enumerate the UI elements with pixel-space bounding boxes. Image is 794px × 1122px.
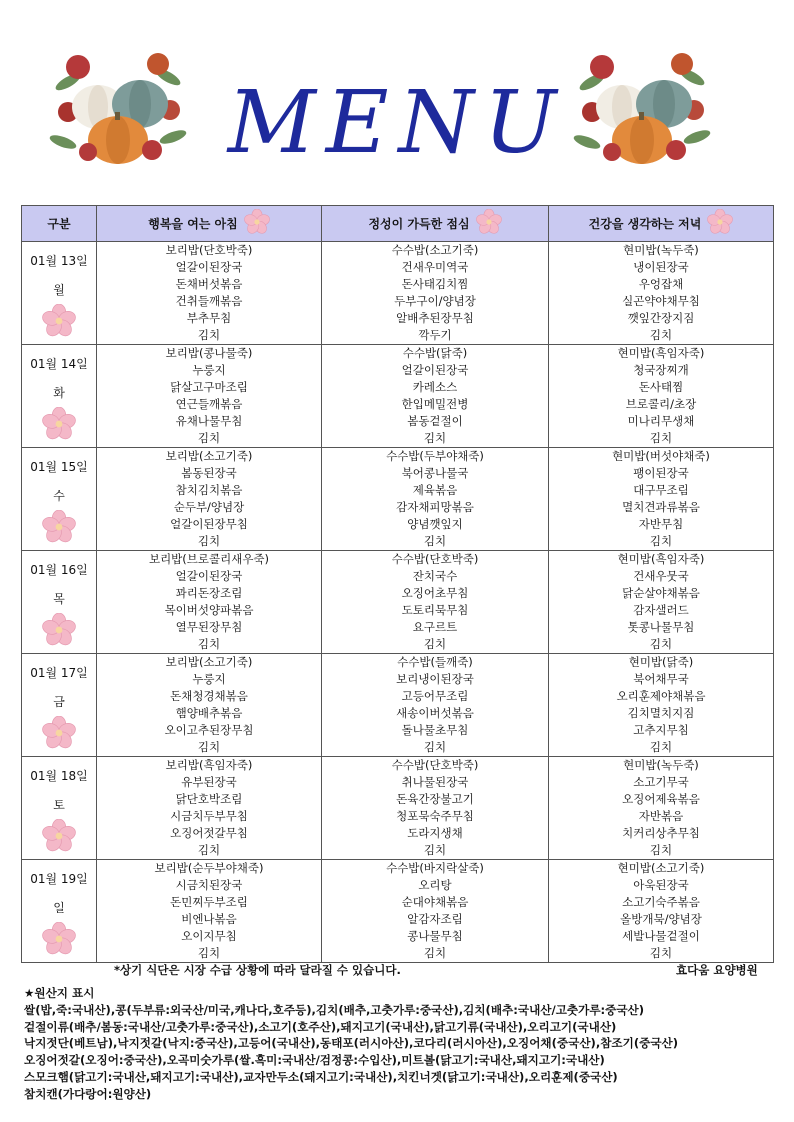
- menu-item: 수수밥(두부야채죽): [386, 449, 484, 463]
- menu-item: 건새우미역국: [401, 260, 469, 274]
- menu-item: 자반볶음: [638, 809, 684, 823]
- menu-item: 김치: [197, 946, 221, 960]
- pink-flower-svg: [476, 209, 502, 235]
- day-date: 01월 16일: [30, 563, 88, 577]
- menu-item: 깍두기: [418, 328, 452, 342]
- day-row: [22, 448, 774, 551]
- day-weekday: 토: [53, 798, 65, 812]
- day-cell: [22, 345, 97, 448]
- day-row: [22, 242, 774, 345]
- menu-item: 돈채버섯볶음: [175, 277, 243, 291]
- header-row: [22, 206, 774, 242]
- menu-item: 김치: [423, 637, 447, 651]
- lunch-cell: [322, 345, 549, 448]
- menu-item: 잔치국수: [412, 569, 458, 583]
- menu-item: 청포묵숙주무침: [396, 809, 474, 823]
- menu-item: 김치: [423, 534, 447, 548]
- header-lunch: [322, 206, 549, 242]
- menu-item: 얼갈이된장국: [401, 363, 469, 377]
- lunch-cell: [322, 551, 549, 654]
- day-weekday: 수: [53, 489, 65, 503]
- menu-item: 현미밥(녹두죽): [623, 243, 699, 257]
- menu-item: 김치: [197, 431, 221, 445]
- menu-item: 김치: [197, 328, 221, 342]
- breakfast-cell: [97, 242, 322, 345]
- day-date: 01월 18일: [30, 769, 88, 783]
- menu-item: 닭단호박조림: [175, 792, 243, 806]
- day-row: [22, 551, 774, 654]
- menu-item: 취나물된장국: [401, 775, 469, 789]
- menu-item: 오징어제육볶음: [622, 792, 700, 806]
- menu-body: [22, 242, 774, 963]
- menu-item: 김치: [197, 843, 221, 857]
- menu-item: 현미밥(소고기죽): [617, 861, 705, 875]
- footer-note: *상기 식단은 시장 수급 상황에 따라 달라질 수 있습니다.: [114, 963, 401, 977]
- menu-item: 시금치두부무침: [170, 809, 248, 823]
- header-dinner: [549, 206, 774, 242]
- menu-item: 고추지무침: [633, 723, 689, 737]
- menu-item: 실곤약야채무침: [622, 294, 700, 308]
- menu-item: 김치: [423, 431, 447, 445]
- menu-item: 유부된장국: [181, 775, 237, 789]
- menu-item: 수수밥(단호박죽): [391, 758, 479, 772]
- menu-item: 열무된장무침: [175, 620, 243, 634]
- dinner-cell: [549, 551, 774, 654]
- menu-item: 김치: [197, 637, 221, 651]
- menu-item: 현미밥(흑임자죽): [617, 346, 705, 360]
- dinner-cell: [549, 448, 774, 551]
- menu-item: 봄동겉절이: [407, 414, 463, 428]
- day-weekday: 금: [53, 695, 65, 709]
- lunch-cell: [322, 860, 549, 963]
- origin-heading: ★원산지 표시: [24, 986, 95, 1000]
- menu-item: 김치: [649, 534, 673, 548]
- pink-flower-icon: [42, 819, 76, 853]
- menu-item: 건새우뭇국: [633, 569, 689, 583]
- pink-flower-icon: [476, 209, 502, 238]
- breakfast-cell: [97, 448, 322, 551]
- dinner-cell: [549, 345, 774, 448]
- day-cell: [22, 757, 97, 860]
- menu-item: 수수밥(바지락살죽): [386, 861, 484, 875]
- menu-item: 김치: [649, 843, 673, 857]
- day-row: [22, 345, 774, 448]
- origin-line: 낙지젓단(베트남),낙지젓갈(낙지:중국산),고등어(국내산),동태포(러시아산),코다리(러시아산),오징어채(중국산),참조기(중국산): [24, 1036, 679, 1051]
- menu-item: 보리밥(흑임자죽): [165, 758, 253, 772]
- menu-item: 햄양배추볶음: [175, 706, 243, 720]
- origin-line: 쌀(밥,죽:국내산),콩(두부류:외국산/미국,캐나다,호주등),김치(배추,고춧가루:중국산),김치(배추:국내산/고춧가루:중국산): [24, 1002, 645, 1017]
- day-date: 01월 13일: [30, 254, 88, 268]
- pink-flower-icon: [42, 922, 76, 956]
- menu-item: 톳콩나물무침: [627, 620, 695, 634]
- menu-item: 수수밥(단호박죽): [391, 552, 479, 566]
- menu-item: 오징어초무침: [401, 586, 469, 600]
- header-breakfast-label: 행복을 여는 아침: [148, 217, 238, 231]
- menu-item: 유채나물무침: [175, 414, 243, 428]
- menu-item: 얼갈이된장무침: [170, 517, 248, 531]
- menu-item: 아욱된장국: [633, 878, 689, 892]
- day-row: [22, 654, 774, 757]
- header-lunch-label: 정성이 가득한 점심: [368, 217, 470, 231]
- menu-item: 참치김치볶음: [175, 483, 243, 497]
- menu-item: 냉이된장국: [633, 260, 689, 274]
- menu-item: 청국장찌개: [633, 363, 689, 377]
- menu-item: 멸치견과류볶음: [622, 500, 700, 514]
- lunch-cell: [322, 654, 549, 757]
- pink-flower-icon: [42, 407, 76, 441]
- dinner-cell: [549, 654, 774, 757]
- menu-item: 우엉잡채: [638, 277, 684, 291]
- menu-item: 치커리상추무침: [622, 826, 700, 840]
- menu-item: 보리밥(단호박죽): [165, 243, 253, 257]
- menu-item: 자반무침: [638, 517, 684, 531]
- menu-item: 북어콩나물국: [401, 466, 469, 480]
- menu-item: 깻잎간장지짐: [627, 311, 695, 325]
- menu-item: 팽이된장국: [633, 466, 689, 480]
- menu-item: 수수밥(들깨죽): [397, 655, 473, 669]
- lunch-cell: [322, 242, 549, 345]
- menu-item: 보리밥(순두부야채죽): [154, 861, 264, 875]
- menu-item: 고등어무조림: [401, 689, 469, 703]
- menu-item: 알감자조림: [407, 912, 463, 926]
- menu-item: 김치: [423, 740, 447, 754]
- menu-item: 김치멸치지짐: [627, 706, 695, 720]
- pink-flower-icon: [42, 510, 76, 544]
- menu-item: 김치: [423, 946, 447, 960]
- menu-item: 김치: [197, 740, 221, 754]
- lunch-cell: [322, 757, 549, 860]
- dinner-cell: [549, 757, 774, 860]
- day-cell: [22, 242, 97, 345]
- menu-item: 오이고추된장무침: [164, 723, 254, 737]
- menu-item: 닭순살야채볶음: [622, 586, 700, 600]
- menu-item: 보리밥(콩나물죽): [165, 346, 253, 360]
- menu-item: 보리밥(브로콜리새우죽): [148, 552, 270, 566]
- origin-line: 스모크햄(닭고기:국내산,돼지고기:국내산),교자만두소(돼지고기:국내산),치킨너겟(닭고기:국내산),오리훈제(중국산): [24, 1069, 618, 1084]
- day-row: [22, 860, 774, 963]
- header-dinner-label: 건강을 생각하는 저녁: [588, 217, 702, 231]
- page-title: MENU: [227, 73, 567, 173]
- menu-item: 알배추된장무침: [396, 311, 474, 325]
- day-cell: [22, 448, 97, 551]
- menu-item: 돈육간장불고기: [396, 792, 474, 806]
- menu-item: 봄동된장국: [181, 466, 237, 480]
- menu-item: 오리훈제야채볶음: [616, 689, 706, 703]
- menu-item: 시금치된장국: [175, 878, 243, 892]
- day-cell: [22, 551, 97, 654]
- menu-item: 김치: [423, 843, 447, 857]
- menu-item: 오리탕: [418, 878, 452, 892]
- menu-item: 브로콜리/초장: [625, 397, 697, 411]
- menu-item: 도라지생채: [407, 826, 463, 840]
- origin-info: [24, 985, 784, 1103]
- menu-item: 김치: [649, 740, 673, 754]
- day-cell: [22, 654, 97, 757]
- menu-item: 건취들깨볶음: [175, 294, 243, 308]
- dinner-cell: [549, 860, 774, 963]
- menu-item: 올방개묵/양념장: [620, 912, 702, 926]
- lunch-cell: [322, 448, 549, 551]
- dinner-cell: [549, 242, 774, 345]
- menu-item: 얼갈이된장국: [175, 569, 243, 583]
- menu-item: 돈사태김치찜: [401, 277, 469, 291]
- menu-item: 닭살고구마조림: [170, 380, 248, 394]
- breakfast-cell: [97, 860, 322, 963]
- menu-item: 미나리무생채: [627, 414, 695, 428]
- menu-item: 순두부/양념장: [173, 500, 245, 514]
- pink-flower-icon: [707, 209, 733, 238]
- pink-flower-svg: [707, 209, 733, 235]
- menu-item: 보리밥(소고기죽): [165, 449, 253, 463]
- menu-item: 보리냉이된장국: [396, 672, 474, 686]
- pink-flower-icon: [42, 613, 76, 647]
- menu-item: 현미밥(닭죽): [628, 655, 694, 669]
- breakfast-cell: [97, 551, 322, 654]
- menu-item: 감자채피망볶음: [396, 500, 474, 514]
- pink-flower-icon: [42, 716, 76, 750]
- hospital-name: 효다움 요양병원: [676, 963, 758, 977]
- menu-item: 보리밥(소고기죽): [165, 655, 253, 669]
- menu-item: 현미밥(버섯야채죽): [612, 449, 710, 463]
- menu-item: 요구르트: [412, 620, 458, 634]
- menu-item: 콩나물무침: [407, 929, 463, 943]
- menu-item: 도토리묵무침: [401, 603, 469, 617]
- menu-item: 수수밥(닭죽): [402, 346, 468, 360]
- header-category-label: 구분: [47, 217, 71, 231]
- menu-item: 김치: [649, 637, 673, 651]
- day-date: 01월 17일: [30, 666, 88, 680]
- menu-item: 꽈리돈장조림: [175, 586, 243, 600]
- header-breakfast: [97, 206, 322, 242]
- origin-line: 참치캔(가다랑어:원양산): [24, 1086, 152, 1101]
- day-weekday: 월: [53, 283, 65, 297]
- menu-item: 돈민찌두부조림: [170, 895, 248, 909]
- menu-item: 순대야채볶음: [401, 895, 469, 909]
- menu-item: 돈사태찜: [638, 380, 684, 394]
- day-date: 01월 15일: [30, 460, 88, 474]
- menu-item: 감자샐러드: [633, 603, 689, 617]
- menu-item: 김치: [649, 431, 673, 445]
- menu-item: 돈채청경채볶음: [170, 689, 248, 703]
- menu-item: 세발나물겉절이: [622, 929, 700, 943]
- menu-item: 현미밥(녹두죽): [623, 758, 699, 772]
- breakfast-cell: [97, 345, 322, 448]
- menu-table: [21, 205, 774, 963]
- day-row: [22, 757, 774, 860]
- breakfast-cell: [97, 757, 322, 860]
- menu-item: 부추무침: [186, 311, 232, 325]
- menu-item: 카레소스: [412, 380, 458, 394]
- menu-item: 오이지무침: [181, 929, 237, 943]
- day-cell: [22, 860, 97, 963]
- menu-item: 김치: [197, 534, 221, 548]
- menu-item: 김치: [649, 946, 673, 960]
- pink-flower-icon: [42, 304, 76, 338]
- menu-item: 소고기숙주볶음: [622, 895, 700, 909]
- menu-item: 현미밥(흑임자죽): [617, 552, 705, 566]
- menu-item: 목이버섯양파볶음: [164, 603, 254, 617]
- origin-line: 겉절이류(배추/봄동:국내산/고춧가루:중국산),소고기(호주산),돼지고기(국내산),닭고기류(국내산),오리고기(국내산): [24, 1019, 617, 1034]
- menu-item: 얼갈이된장국: [175, 260, 243, 274]
- menu-item: 수수밥(소고기죽): [391, 243, 479, 257]
- menu-item: 누룽지: [192, 363, 226, 377]
- menu-item: 소고기무국: [633, 775, 689, 789]
- pink-flower-icon: [244, 209, 270, 238]
- menu-item: 대구무조림: [633, 483, 689, 497]
- menu-item: 비엔나볶음: [181, 912, 237, 926]
- day-date: 01월 14일: [30, 357, 88, 371]
- menu-item: 누룽지: [192, 672, 226, 686]
- origin-line: 오징어젓갈(오징어:중국산),오곡미숫가루(쌀.흑미:국내산/검정콩:수입산),미트볼(닭고기:국내산,돼지고기:국내산): [24, 1053, 605, 1068]
- menu-item: 제육볶음: [412, 483, 458, 497]
- pink-flower-svg: [244, 209, 270, 235]
- day-date: 01월 19일: [30, 872, 88, 886]
- day-weekday: 일: [53, 901, 65, 915]
- day-weekday: 화: [53, 386, 65, 400]
- header-category: [22, 206, 97, 242]
- menu-item: 양념깻잎지: [407, 517, 463, 531]
- menu-item: 북어채무국: [633, 672, 689, 686]
- menu-item: 연근들깨볶음: [175, 397, 243, 411]
- menu-item: 김치: [649, 328, 673, 342]
- breakfast-cell: [97, 654, 322, 757]
- menu-item: 두부구이/양념장: [394, 294, 476, 308]
- menu-item: 오징어젓갈무침: [170, 826, 248, 840]
- day-weekday: 목: [53, 592, 65, 606]
- menu-item: 새송이버섯볶음: [396, 706, 474, 720]
- menu-item: 한입메밀전병: [401, 397, 469, 411]
- menu-item: 돌나물초무침: [401, 723, 469, 737]
